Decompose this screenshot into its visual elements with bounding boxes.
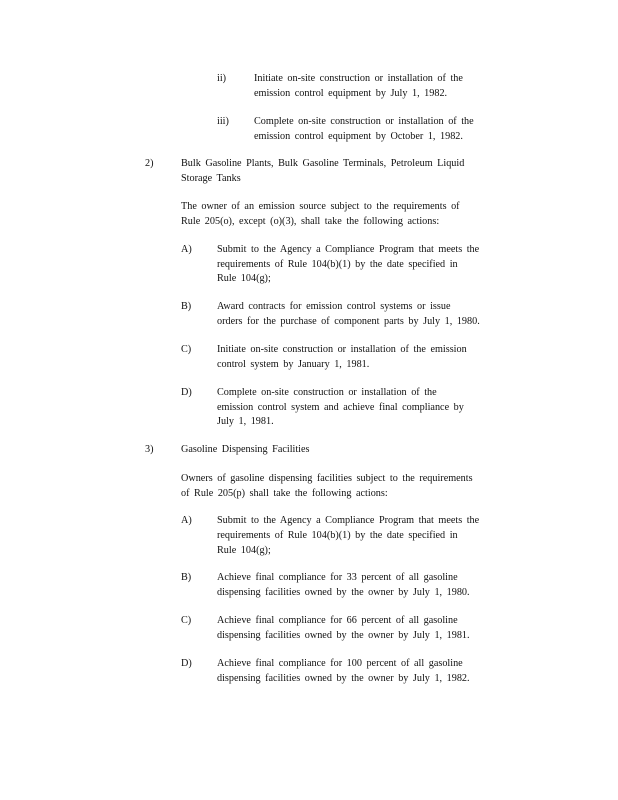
section-heading: Bulk Gasoline Plants, Bulk Gasoline Terminals, Petroleum Liquid: [181, 158, 465, 169]
section-intro: of Rule 205(p) shall take the following actions:: [181, 488, 388, 499]
item-text-line: Complete on-site construction or installation of the: [254, 116, 474, 127]
action-label: B): [181, 301, 192, 312]
action-text-line: dispensing facilities owned by the owner by July 1, 1980.: [217, 587, 470, 598]
item-label: ii): [217, 73, 227, 84]
action-label: A): [181, 515, 192, 526]
action-label: B): [181, 572, 192, 583]
section-intro: Owners of gasoline dispensing facilities subject to the requirements: [181, 473, 473, 484]
action-text-line: Rule 104(g);: [217, 273, 271, 284]
item-text-line: emission control equipment by October 1, 1982.: [254, 131, 463, 142]
action-text-line: July 1, 1981.: [217, 416, 274, 427]
action-text-line: Submit to the Agency a Compliance Program that meets the: [217, 515, 480, 526]
item-text-line: Initiate on-site construction or installation of the: [254, 73, 463, 84]
action-text-line: Complete on-site construction or installation of the: [217, 387, 437, 398]
action-text-line: Initiate on-site construction or installation of the emission: [217, 344, 467, 355]
section-number: 3): [145, 444, 154, 455]
section-intro: The owner of an emission source subject to the requirements of: [181, 201, 460, 212]
action-text-line: emission control system and achieve final compliance by: [217, 402, 464, 413]
action-label: C): [181, 615, 192, 626]
section-intro: Rule 205(o), except (o)(3), shall take the following actions:: [181, 216, 440, 227]
action-label: D): [181, 387, 192, 398]
action-text-line: requirements of Rule 104(b)(1) by the date specified in: [217, 530, 458, 541]
action-text-line: dispensing facilities owned by the owner by July 1, 1981.: [217, 630, 470, 641]
section-number: 2): [145, 158, 154, 169]
action-text-line: requirements of Rule 104(b)(1) by the date specified in: [217, 259, 458, 270]
action-label: D): [181, 658, 192, 669]
action-text-line: Achieve final compliance for 33 percent of all gasoline: [217, 572, 458, 583]
action-text-line: Rule 104(g);: [217, 545, 271, 556]
action-text-line: Submit to the Agency a Compliance Program that meets the: [217, 244, 480, 255]
section-heading: Gasoline Dispensing Facilities: [181, 444, 310, 455]
action-text-line: Award contracts for emission control systems or issue: [217, 301, 451, 312]
item-label: iii): [217, 116, 229, 127]
item-text-line: emission control equipment by July 1, 1982.: [254, 88, 448, 99]
action-text-line: orders for the purchase of component parts by July 1, 1980.: [217, 316, 480, 327]
action-label: A): [181, 244, 192, 255]
section-heading: Storage Tanks: [181, 173, 241, 184]
action-text-line: dispensing facilities owned by the owner by July 1, 1982.: [217, 673, 470, 684]
action-text-line: control system by January 1, 1981.: [217, 359, 370, 370]
action-label: C): [181, 344, 192, 355]
action-text-line: Achieve final compliance for 66 percent of all gasoline: [217, 615, 458, 626]
action-text-line: Achieve final compliance for 100 percent of all gasoline: [217, 658, 463, 669]
